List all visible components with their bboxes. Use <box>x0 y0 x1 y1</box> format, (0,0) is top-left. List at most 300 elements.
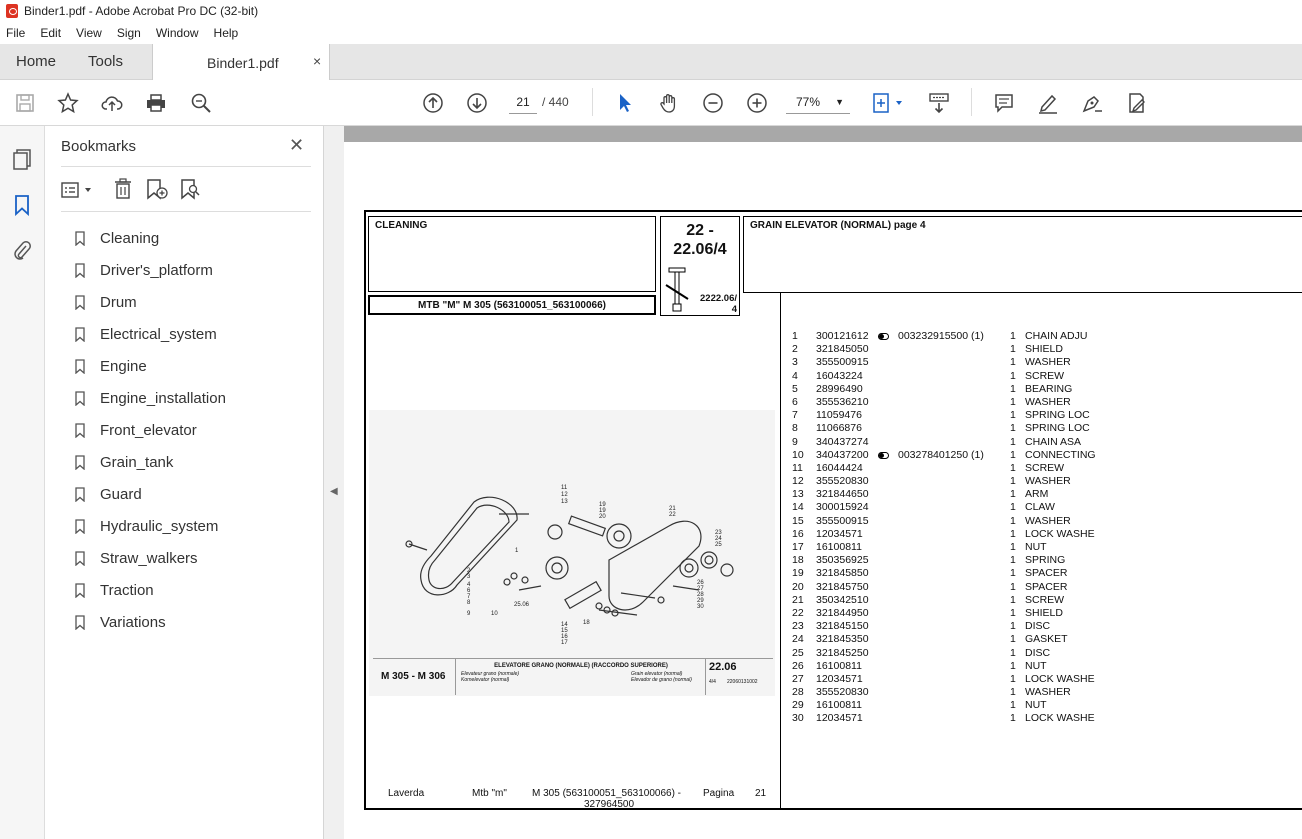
diagram-sub-de: Kornelevator (normal) <box>461 677 510 683</box>
delete-bookmark-icon[interactable] <box>113 178 133 200</box>
part-mod-cell <box>878 462 1010 475</box>
part-description: BEARING <box>1025 382 1073 395</box>
collapse-left-icon: ◀ <box>330 486 338 497</box>
part-mod-cell <box>878 633 1010 646</box>
part-description: ARM <box>1025 488 1049 501</box>
part-index: 5 <box>792 382 798 395</box>
part-mod-cell <box>878 581 1010 594</box>
part-quantity: 1 <box>1010 435 1016 448</box>
menu-file[interactable]: File <box>6 26 26 40</box>
part-code: 321845150 <box>816 620 869 633</box>
part-description: LOCK WASHE <box>1025 672 1095 685</box>
group-code-box <box>660 216 740 316</box>
part-code: 355520830 <box>816 686 869 699</box>
part-description: WASHER <box>1025 686 1071 699</box>
table-row <box>792 343 1125 356</box>
part-mod-cell <box>878 594 1010 607</box>
diagram-drawing <box>369 410 775 660</box>
part-code: 16100811 <box>816 699 862 712</box>
part-code: 321845850 <box>816 567 869 580</box>
bookmark-icon <box>75 327 85 342</box>
table-row <box>792 581 1125 594</box>
group-code-small: 2222.06/ 4 <box>700 293 737 315</box>
bookmark-label: Engine <box>100 357 147 375</box>
part-description: DISC <box>1025 620 1051 633</box>
part-index: 20 <box>792 580 804 593</box>
tab-bar <box>0 44 1302 80</box>
part-index: 25 <box>792 646 804 659</box>
part-quantity: 1 <box>1010 330 1016 342</box>
part-index: 15 <box>792 514 804 527</box>
part-mod-cell <box>878 673 1010 686</box>
part-description: SPRING LOC <box>1025 409 1090 422</box>
part-code: 12034571 <box>816 527 863 540</box>
bookmark-icon <box>75 487 85 502</box>
part-index: 17 <box>792 541 804 553</box>
table-row <box>792 449 1125 462</box>
fill-sign-icon[interactable] <box>1125 92 1147 114</box>
part-quantity: 1 <box>1010 580 1016 593</box>
column-divider <box>780 292 781 810</box>
left-navigation-rail <box>0 126 45 839</box>
table-row <box>792 673 1125 686</box>
next-page-icon[interactable] <box>466 92 488 114</box>
tab-close-icon[interactable]: × <box>313 53 322 69</box>
table-row <box>792 554 1125 567</box>
caption-divider <box>455 659 456 695</box>
table-row <box>792 594 1125 607</box>
footer-pagina-label: Pagina <box>703 788 735 799</box>
part-description: SPRING <box>1025 554 1066 567</box>
bookmark-item[interactable] <box>75 414 226 446</box>
bookmark-icon <box>75 359 85 374</box>
part-mod-cell <box>878 343 1010 356</box>
bookmark-item[interactable] <box>75 254 226 286</box>
table-row <box>792 660 1125 673</box>
callout-28: 28 <box>697 592 704 598</box>
part-mod-cell <box>878 699 1010 712</box>
part-code: 321845750 <box>816 580 869 593</box>
part-code: 12034571 <box>816 672 863 685</box>
print-icon[interactable] <box>145 92 167 114</box>
callout-16: 16 <box>561 634 568 640</box>
previous-page-icon[interactable] <box>422 92 444 114</box>
acrobat-pdf-icon <box>6 4 18 18</box>
part-code: 340437274 <box>816 435 869 448</box>
part-mod-cell <box>878 647 1010 660</box>
bookmark-item[interactable] <box>75 350 226 382</box>
zoom-out-icon[interactable] <box>702 92 724 114</box>
part-description: GASKET <box>1025 633 1068 646</box>
part-index: 2 <box>792 343 798 356</box>
part-code: 350342510 <box>816 593 869 606</box>
part-quantity: 1 <box>1010 527 1016 540</box>
part-quantity: 1 <box>1010 686 1016 699</box>
table-row <box>792 383 1125 396</box>
zoom-level-value: 77% <box>796 95 821 109</box>
part-quantity: 1 <box>1010 461 1016 474</box>
part-description: CONNECTING <box>1025 448 1096 461</box>
bookmarks-toolbar <box>61 178 311 202</box>
highlight-pen-icon[interactable] <box>1037 92 1059 114</box>
menu-window[interactable]: Window <box>155 26 199 40</box>
bookmark-icon <box>75 391 85 406</box>
table-row <box>792 647 1125 660</box>
bookmark-icon <box>75 615 85 630</box>
section-title: CLEANING <box>375 220 428 231</box>
bookmark-item[interactable] <box>75 222 226 254</box>
callout-25: 25 <box>715 542 722 548</box>
part-quantity: 1 <box>1010 541 1016 553</box>
callout-24: 24 <box>715 536 722 542</box>
menu-help[interactable]: Help <box>213 26 239 40</box>
part-code: 321845050 <box>816 343 869 356</box>
menu-view[interactable]: View <box>76 26 102 40</box>
part-code: 355520830 <box>816 475 869 488</box>
callout-26: 26 <box>697 580 704 586</box>
bookmark-label: Front_elevator <box>100 421 197 439</box>
part-quantity: 1 <box>1010 659 1016 672</box>
parts-list <box>792 330 1125 726</box>
tab-document[interactable] <box>152 44 330 81</box>
part-code: 321845350 <box>816 633 869 646</box>
bookmarks-panel <box>45 126 324 839</box>
star-icon[interactable] <box>57 92 79 114</box>
part-mod-cell <box>878 488 1010 501</box>
part-index: 9 <box>792 435 798 448</box>
bookmark-icon <box>75 583 85 598</box>
bookmark-label: Engine_installation <box>100 389 226 407</box>
table-row <box>792 488 1125 501</box>
bookmark-item[interactable] <box>75 606 226 638</box>
part-code: 16044424 <box>816 461 863 474</box>
diagram-sub-es: Elevador de grano (normal) <box>631 677 692 683</box>
part-description: SCREW <box>1025 369 1065 382</box>
table-row <box>792 356 1125 369</box>
part-mod-cell <box>878 383 1010 396</box>
part-index: 18 <box>792 554 804 567</box>
zoom-search-icon[interactable] <box>190 92 212 114</box>
callout-15: 15 <box>561 628 568 634</box>
part-index: 29 <box>792 699 804 712</box>
part-quantity: 1 <box>1010 409 1016 422</box>
table-row <box>792 436 1125 449</box>
table-row <box>792 501 1125 514</box>
comment-icon[interactable] <box>993 92 1015 114</box>
part-code: 28996490 <box>816 382 863 395</box>
bookmark-item[interactable] <box>75 446 226 478</box>
callout-17: 17 <box>561 640 568 646</box>
part-quantity: 1 <box>1010 501 1016 514</box>
part-quantity: 1 <box>1010 646 1016 659</box>
bookmark-label: Variations <box>100 613 166 631</box>
callout-13: 13 <box>561 499 568 505</box>
table-row <box>792 330 1125 343</box>
scroll-mode-icon[interactable] <box>928 92 950 114</box>
part-description: SPRING LOC <box>1025 422 1090 435</box>
group-code: 22 - 22.06/4 <box>673 222 727 258</box>
callout-14: 14 <box>561 622 568 628</box>
bookmark-icon <box>75 519 85 534</box>
table-row <box>792 370 1125 383</box>
save-icon[interactable] <box>14 92 36 114</box>
part-mod-cell <box>878 528 1010 541</box>
page-number-input[interactable]: 21 <box>509 90 537 114</box>
bookmark-icon[interactable] <box>11 194 33 216</box>
part-mod-cell <box>878 515 1010 528</box>
callout-27: 27 <box>697 586 704 592</box>
part-description: SCREW <box>1025 593 1065 606</box>
part-description: WASHER <box>1025 395 1071 408</box>
bookmark-item[interactable] <box>75 542 226 574</box>
bookmark-icon <box>75 455 85 470</box>
table-row <box>792 422 1125 435</box>
callout-2: 2 <box>467 568 471 574</box>
bookmark-icon <box>75 231 85 246</box>
part-quantity: 1 <box>1010 488 1016 501</box>
table-row <box>792 567 1125 580</box>
zoom-in-icon[interactable] <box>746 92 768 114</box>
footer-model: M 305 (563100051_563100066) - <box>532 788 682 799</box>
modification-icon <box>878 333 889 340</box>
model-box <box>368 295 656 315</box>
tool-symbol-icon <box>663 267 691 313</box>
part-index: 27 <box>792 672 804 685</box>
panel-collapse-handle[interactable] <box>324 126 344 839</box>
part-description: DISC <box>1025 646 1051 659</box>
document-viewer[interactable] <box>344 126 1302 839</box>
toolbar-divider <box>971 88 972 116</box>
diagram-code: 22060131002 <box>727 679 758 685</box>
tab-home[interactable]: Home <box>16 53 57 70</box>
part-description: CLAW <box>1025 501 1055 514</box>
part-mod-cell <box>878 541 1010 554</box>
callout-10: 10 <box>491 611 498 617</box>
modification-icon <box>878 452 889 459</box>
part-description: CHAIN ADJU <box>1025 330 1088 342</box>
part-index: 7 <box>792 409 798 422</box>
part-code: 16100811 <box>816 659 862 672</box>
exploded-diagram <box>369 410 775 696</box>
part-quantity: 1 <box>1010 606 1016 619</box>
part-mod-cell <box>878 620 1010 633</box>
part-quantity: 1 <box>1010 672 1016 685</box>
table-row <box>792 712 1125 725</box>
part-mod-cell <box>878 422 1010 435</box>
part-description: SPACER <box>1025 580 1068 593</box>
menu-sign[interactable]: Sign <box>116 26 141 40</box>
part-index: 16 <box>792 527 804 540</box>
part-quantity: 1 <box>1010 554 1016 567</box>
toolbar <box>0 80 1302 126</box>
diagram-title: ELEVATORE GRANO (NORMALE) (RACCORDO SUPERIORE) <box>494 663 668 669</box>
bookmark-options-icon[interactable] <box>61 180 97 200</box>
table-row <box>792 396 1125 409</box>
menu-edit[interactable]: Edit <box>40 26 62 40</box>
bookmark-icon <box>75 551 85 566</box>
part-quantity: 1 <box>1010 475 1016 488</box>
bookmark-label: Driver's_platform <box>100 261 213 279</box>
part-description: NUT <box>1025 541 1047 553</box>
part-description: NUT <box>1025 699 1047 712</box>
page-thumbnails-icon[interactable] <box>11 148 33 170</box>
select-cursor-icon[interactable] <box>614 92 636 114</box>
table-row <box>792 475 1125 488</box>
part-index: 8 <box>792 422 798 435</box>
part-index: 1 <box>792 330 798 342</box>
part-quantity: 1 <box>1010 343 1016 356</box>
bookmark-label: Electrical_system <box>100 325 217 343</box>
callout-1: 1 <box>515 548 519 554</box>
callout-19: 19 <box>599 502 606 508</box>
part-quantity: 1 <box>1010 699 1016 712</box>
part-index: 4 <box>792 369 798 382</box>
page-gap <box>344 126 1302 142</box>
cloud-upload-icon[interactable] <box>101 92 123 114</box>
part-quantity: 1 <box>1010 395 1016 408</box>
part-code: 11066876 <box>816 422 862 435</box>
section-box <box>368 216 656 292</box>
table-row <box>792 699 1125 712</box>
table-row <box>792 686 1125 699</box>
chevron-down-icon: ▼ <box>835 97 844 107</box>
callout-3: 3 <box>467 574 471 580</box>
part-code: 355500915 <box>816 514 869 527</box>
zoom-level-select[interactable] <box>786 90 850 114</box>
part-index: 11 <box>792 461 803 474</box>
bookmark-label: Drum <box>100 293 137 311</box>
fit-page-icon[interactable] <box>870 92 906 114</box>
part-modification: 003278401250 (1) <box>898 448 984 461</box>
part-description: SCREW <box>1025 461 1065 474</box>
part-mod-cell <box>878 554 1010 567</box>
new-bookmark-icon[interactable] <box>145 178 169 200</box>
part-index: 21 <box>792 593 804 606</box>
table-row <box>792 620 1125 633</box>
bookmark-label: Hydraulic_system <box>100 517 219 535</box>
bookmark-item[interactable] <box>75 478 226 510</box>
part-quantity: 1 <box>1010 382 1016 395</box>
part-index: 28 <box>792 686 804 699</box>
part-mod-cell <box>878 330 1010 343</box>
callout-18: 18 <box>583 620 590 626</box>
part-index: 19 <box>792 567 804 580</box>
part-index: 13 <box>792 488 804 501</box>
bookmark-icon <box>75 423 85 438</box>
part-description: SHIELD <box>1025 606 1063 619</box>
part-mod-cell <box>878 712 1010 725</box>
bookmark-label: Traction <box>100 581 154 599</box>
callout-6: 6 <box>467 588 471 594</box>
bookmark-icon <box>75 295 85 310</box>
part-code: 300121612 <box>816 330 869 342</box>
tab-tools[interactable]: Tools <box>88 53 124 70</box>
part-quantity: 1 <box>1010 567 1016 580</box>
part-mod-cell <box>878 686 1010 699</box>
part-mod-cell <box>878 396 1010 409</box>
callout-4: 4 <box>467 582 471 588</box>
hand-tool-icon[interactable] <box>658 92 680 114</box>
part-index: 26 <box>792 659 804 672</box>
part-code: 300015924 <box>816 501 869 514</box>
part-mod-cell <box>878 409 1010 422</box>
callout-2506: 25.06 <box>514 602 530 608</box>
part-code: 11059476 <box>816 409 862 422</box>
part-description: CHAIN ASA <box>1025 435 1082 448</box>
part-quantity: 1 <box>1010 356 1016 369</box>
bookmark-label: Guard <box>100 485 142 503</box>
close-icon[interactable]: ✕ <box>289 135 305 155</box>
bookmark-label: Cleaning <box>100 229 160 247</box>
diagram-sub-en: Grain elevator (normal) <box>631 671 683 677</box>
menu-bar <box>0 22 1302 44</box>
part-description: WASHER <box>1025 356 1071 369</box>
page-title-box <box>743 216 1302 293</box>
table-row <box>792 409 1125 422</box>
part-code: 12034571 <box>816 712 863 725</box>
bookmark-item[interactable] <box>75 382 226 414</box>
part-description: LOCK WASHE <box>1025 712 1095 725</box>
attachment-icon[interactable] <box>11 240 33 262</box>
table-row <box>792 462 1125 475</box>
part-description: LOCK WASHE <box>1025 527 1095 540</box>
part-code: 16100811 <box>816 541 862 553</box>
part-code: 355536210 <box>816 395 869 408</box>
part-index: 12 <box>792 475 804 488</box>
page-total: / 440 <box>542 95 569 109</box>
footer-page-number: 21 <box>755 788 767 799</box>
toolbar-divider <box>592 88 593 116</box>
window-title: Binder1.pdf - Adobe Acrobat Pro DC (32-bit) <box>24 4 259 18</box>
bookmark-item[interactable] <box>75 574 226 606</box>
sign-pen-icon[interactable] <box>1081 92 1103 114</box>
callout-7: 7 <box>467 594 471 600</box>
part-mod-cell <box>878 567 1010 580</box>
table-row <box>792 633 1125 646</box>
part-quantity: 1 <box>1010 633 1016 646</box>
part-code: 350356925 <box>816 554 869 567</box>
callout-11: 11 <box>561 485 568 491</box>
part-quantity: 1 <box>1010 712 1016 725</box>
bookmarks-title: Bookmarks <box>61 138 137 155</box>
diagram-ref: 22.06 <box>709 661 737 673</box>
part-quantity: 1 <box>1010 448 1016 461</box>
part-index: 24 <box>792 633 804 646</box>
table-row <box>792 515 1125 528</box>
caption-divider <box>705 659 706 695</box>
part-mod-cell <box>878 356 1010 369</box>
bookmark-item[interactable] <box>75 286 226 318</box>
bookmark-label: Grain_tank <box>100 453 174 471</box>
callout-23: 23 <box>715 530 722 536</box>
part-index: 6 <box>792 395 798 408</box>
part-modification: 003232915500 (1) <box>898 330 984 342</box>
bookmark-item[interactable] <box>75 510 226 542</box>
bookmark-item[interactable] <box>75 318 226 350</box>
part-mod-cell <box>878 436 1010 449</box>
callout-8: 8 <box>467 600 471 606</box>
bookmarks-list <box>75 222 226 638</box>
find-bookmark-icon[interactable] <box>179 178 203 200</box>
bookmark-icon <box>75 263 85 278</box>
table-row <box>792 607 1125 620</box>
part-quantity: 1 <box>1010 514 1016 527</box>
bookmark-label: Straw_walkers <box>100 549 198 567</box>
part-description: WASHER <box>1025 514 1071 527</box>
panel-divider <box>61 166 311 167</box>
part-description: WASHER <box>1025 475 1071 488</box>
part-mod-cell <box>878 475 1010 488</box>
